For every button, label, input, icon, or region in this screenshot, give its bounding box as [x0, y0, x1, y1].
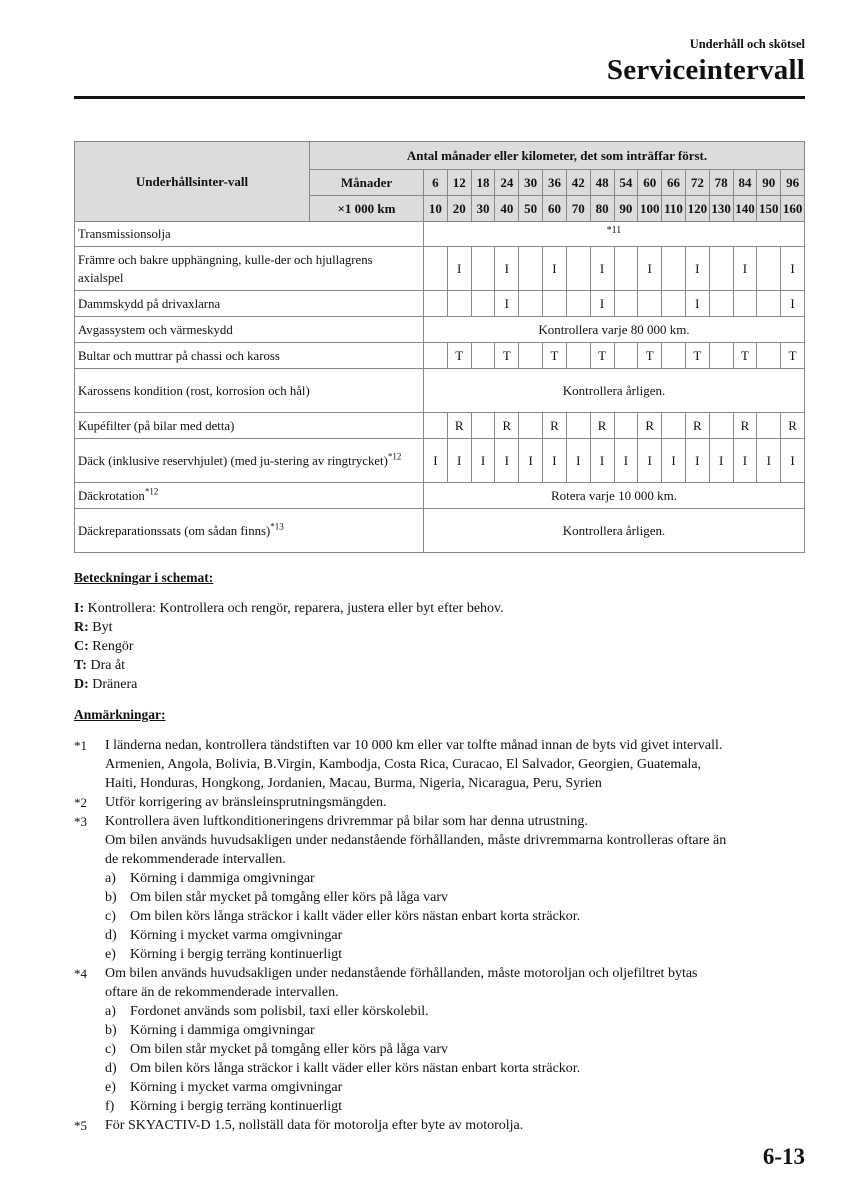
interval-cell: [733, 291, 757, 317]
table-row: [75, 247, 805, 291]
sub-text: Körning i mycket varma omgivningar: [130, 1080, 343, 1095]
legend-item: [74, 637, 504, 656]
interval-cell: I: [781, 291, 805, 317]
km-value: 60: [543, 196, 567, 222]
interval-cell: I: [495, 291, 519, 317]
interval-cell: [471, 291, 495, 317]
interval-cell: [471, 343, 495, 369]
interval-cell: [757, 413, 781, 439]
month-value: 42: [566, 170, 590, 196]
note-line: I länderna nedan, kontrollera tändstiften var 10 000 km eller var tolfte månad innan de byts vid givet intervall.: [105, 738, 723, 753]
km-value: 100: [638, 196, 662, 222]
interval-cell: I: [543, 247, 567, 291]
interval-cell: T: [590, 343, 614, 369]
interval-cell: I: [638, 247, 662, 291]
item-label-text: Främre och bakre upphängning, kulle-der och hjullagrens axialspel: [78, 252, 373, 285]
interval-cell: T: [543, 343, 567, 369]
interval-cell: I: [471, 439, 495, 483]
item-label-text: Avgassystem och värmeskydd: [78, 322, 233, 337]
note-item: [74, 736, 805, 793]
legend-code: R:: [74, 620, 89, 635]
note-sub-item: [105, 926, 805, 945]
note-mark: *4: [74, 966, 87, 981]
interval-cell: I: [447, 247, 471, 291]
km-value: 150: [757, 196, 781, 222]
header-banner: Antal månader eller kilometer, det som inträffar först.: [310, 142, 805, 170]
month-value: 84: [733, 170, 757, 196]
sub-text: Körning i bergig terräng kontinuerligt: [130, 1099, 343, 1114]
interval-cell: [614, 343, 638, 369]
item-label: [75, 343, 424, 369]
note-line: Om bilen används huvudsakligen under nedanstående förhållanden, måste motoroljan och oljefiltret bytas: [105, 966, 698, 981]
month-value: 72: [685, 170, 709, 196]
item-label-text: Transmissionsolja: [78, 227, 171, 241]
interval-cell: R: [447, 413, 471, 439]
item-label: [75, 369, 424, 413]
legend-text: Dra åt: [90, 658, 126, 673]
note-line: Om bilen används huvudsakligen under nedanstående förhållanden, måste drivremmarna kontrolleras oftare än: [105, 833, 727, 848]
interval-cell: [709, 247, 733, 291]
sub-text: Fordonet används som polisbil, taxi eller körskolebil.: [130, 1004, 429, 1019]
interval-cell: R: [543, 413, 567, 439]
month-value: 90: [757, 170, 781, 196]
item-label-text: Däck (inklusive reservhjulet) (med ju-stering av ringtrycket): [78, 453, 388, 468]
interval-cell: [519, 247, 543, 291]
table-row: [75, 222, 805, 247]
item-label: [75, 413, 424, 439]
table-row: [75, 317, 805, 343]
note-sub-item: [105, 1021, 805, 1040]
interval-cell: R: [685, 413, 709, 439]
interval-cell: [638, 291, 662, 317]
interval-cell: T: [733, 343, 757, 369]
months-label: Månader: [310, 170, 424, 196]
interval-cell: R: [495, 413, 519, 439]
note-line: Armenien, Angola, Bolivia, B.Virgin, Kambodja, Costa Rica, Curacao, El Salvador, Georgien, Guatemala,: [105, 757, 702, 772]
sub-letter: e): [105, 1080, 116, 1095]
interval-span-cell: Rotera varje 10 000 km.: [424, 483, 805, 509]
item-label: [75, 291, 424, 317]
month-value: 60: [638, 170, 662, 196]
legend-item: [74, 675, 504, 694]
sub-text: Körning i bergig terräng kontinuerligt: [130, 947, 343, 962]
note-mark: *2: [74, 795, 87, 810]
section-label: Underhåll och skötsel: [689, 37, 805, 51]
interval-cell: [566, 343, 590, 369]
sub-text: Om bilen står mycket på tomgång eller körs på låga varv: [130, 1042, 449, 1057]
interval-cell: [471, 247, 495, 291]
interval-cell: I: [590, 439, 614, 483]
table-row: [75, 413, 805, 439]
interval-cell: [662, 291, 686, 317]
interval-cell: I: [685, 439, 709, 483]
note-line: de rekommenderade intervallen.: [105, 852, 286, 867]
table-row: [75, 291, 805, 317]
table-row: [75, 509, 805, 553]
sub-letter: c): [105, 909, 116, 924]
footnote-ref: *12: [387, 451, 402, 462]
km-value: 20: [447, 196, 471, 222]
item-label: [75, 439, 424, 483]
item-label-text: Däckreparationssats (om sådan finns): [78, 523, 271, 538]
month-value: 36: [543, 170, 567, 196]
note-sub-item: [105, 1002, 805, 1021]
interval-cell: [424, 291, 448, 317]
interval-span-cell: *11: [424, 222, 805, 247]
sub-text: Körning i mycket varma omgivningar: [130, 928, 343, 943]
interval-cell: I: [424, 439, 448, 483]
note-sub-item: [105, 869, 805, 888]
interval-cell: [757, 343, 781, 369]
sub-letter: b): [105, 1023, 117, 1038]
km-label: ×1 000 km: [310, 196, 424, 222]
sub-letter: b): [105, 890, 117, 905]
sub-text: Om bilen körs långa sträckor i kallt väder eller körs nästan enbart korta sträckor.: [130, 1061, 581, 1076]
interval-cell: I: [781, 247, 805, 291]
km-value: 110: [662, 196, 686, 222]
interval-cell: [424, 343, 448, 369]
interval-cell: I: [781, 439, 805, 483]
km-value: 90: [614, 196, 638, 222]
interval-cell: I: [685, 247, 709, 291]
interval-cell: I: [638, 439, 662, 483]
km-value: 50: [519, 196, 543, 222]
legend-text: Dränera: [92, 677, 138, 692]
km-value: 40: [495, 196, 519, 222]
footnote-ref: *13: [270, 521, 284, 532]
month-value: 96: [781, 170, 805, 196]
legend: [74, 599, 504, 694]
interval-cell: I: [733, 247, 757, 291]
note-line: Utför korrigering av bränsleinsprutningsmängden.: [105, 795, 387, 810]
item-label-text: Däckrotation: [78, 488, 145, 503]
note-item: [74, 793, 805, 812]
interval-cell: [662, 413, 686, 439]
month-value: 6: [424, 170, 448, 196]
sub-letter: a): [105, 871, 116, 886]
interval-cell: [566, 247, 590, 291]
month-value: 78: [709, 170, 733, 196]
km-value: 130: [709, 196, 733, 222]
interval-cell: I: [709, 439, 733, 483]
note-item: [74, 1116, 805, 1135]
item-label-text: Bultar och muttrar på chassi och kaross: [78, 348, 280, 363]
note-line: För SKYACTIV-D 1.5, nollställ data för motorolja efter byte av motorolja.: [105, 1118, 524, 1133]
interval-cell: I: [495, 247, 519, 291]
interval-cell: I: [685, 291, 709, 317]
note-item: [74, 812, 805, 964]
interval-cell: [519, 413, 543, 439]
note-mark: *1: [74, 738, 87, 753]
month-value: 66: [662, 170, 686, 196]
note-mark: *3: [74, 814, 87, 829]
corner-label: Underhållsinter-vall: [75, 142, 310, 222]
sub-letter: d): [105, 928, 117, 943]
interval-cell: [424, 247, 448, 291]
interval-cell: [566, 413, 590, 439]
interval-cell: I: [447, 439, 471, 483]
interval-cell: [709, 413, 733, 439]
km-value: 80: [590, 196, 614, 222]
interval-cell: R: [733, 413, 757, 439]
interval-span-cell: Kontrollera årligen.: [424, 369, 805, 413]
interval-cell: I: [757, 439, 781, 483]
note-sub-item: [105, 945, 805, 964]
interval-cell: [447, 291, 471, 317]
sub-letter: d): [105, 1061, 117, 1076]
interval-cell: R: [590, 413, 614, 439]
km-value: 70: [566, 196, 590, 222]
interval-cell: [757, 291, 781, 317]
sub-text: Körning i dammiga omgivningar: [130, 871, 315, 886]
item-label-text: Dammskydd på drivaxlarna: [78, 296, 221, 311]
note-sub-item: [105, 888, 805, 907]
interval-cell: [757, 247, 781, 291]
legend-code: I:: [74, 601, 85, 616]
month-value: 30: [519, 170, 543, 196]
note-line: oftare än de rekommenderade intervallen.: [105, 985, 339, 1000]
km-value: 10: [424, 196, 448, 222]
sub-letter: a): [105, 1004, 116, 1019]
interval-cell: I: [519, 439, 543, 483]
km-value: 140: [733, 196, 757, 222]
interval-cell: I: [495, 439, 519, 483]
item-label: [75, 317, 424, 343]
interval-cell: T: [638, 343, 662, 369]
sub-letter: c): [105, 1042, 116, 1057]
interval-cell: [614, 413, 638, 439]
interval-cell: [471, 413, 495, 439]
note-mark: *5: [74, 1118, 87, 1133]
interval-cell: T: [685, 343, 709, 369]
maintenance-schedule-table: [74, 141, 805, 553]
header-row-banner: [75, 142, 805, 170]
interval-cell: [566, 291, 590, 317]
interval-span-cell: Kontrollera årligen.: [424, 509, 805, 553]
month-value: 48: [590, 170, 614, 196]
month-value: 24: [495, 170, 519, 196]
legend-code: T:: [74, 658, 87, 673]
item-label: [75, 222, 424, 247]
interval-cell: T: [447, 343, 471, 369]
month-value: 12: [447, 170, 471, 196]
table-row: [75, 439, 805, 483]
interval-cell: R: [638, 413, 662, 439]
interval-cell: I: [590, 291, 614, 317]
interval-cell: [709, 343, 733, 369]
legend-item: [74, 656, 504, 675]
legend-title: Beteckningar i schemat:: [74, 570, 214, 585]
table-row: [75, 483, 805, 509]
interval-cell: [424, 413, 448, 439]
item-label-text: Karossens kondition (rost, korrosion och hål): [78, 383, 310, 398]
interval-cell: [662, 247, 686, 291]
legend-item: [74, 618, 504, 637]
km-value: 160: [781, 196, 805, 222]
interval-cell: [519, 343, 543, 369]
page-number: 6-13: [762, 1144, 805, 1169]
note-sub-item: [105, 1097, 805, 1116]
interval-cell: [709, 291, 733, 317]
interval-cell: I: [733, 439, 757, 483]
item-label: [75, 247, 424, 291]
sub-letter: f): [105, 1099, 115, 1114]
legend-text: Kontrollera: Kontrollera och rengör, reparera, justera eller byt efter behov.: [87, 601, 504, 616]
interval-cell: I: [543, 439, 567, 483]
interval-cell: [662, 343, 686, 369]
note-sub-item: [105, 1059, 805, 1078]
legend-text: Byt: [92, 620, 113, 635]
interval-cell: [614, 247, 638, 291]
interval-cell: [614, 291, 638, 317]
notes-title: Anmärkningar:: [74, 707, 166, 722]
footnote-ref: *12: [144, 486, 159, 497]
km-value: 30: [471, 196, 495, 222]
legend-item: [74, 599, 504, 618]
note-sub-item: [105, 1040, 805, 1059]
interval-cell: [543, 291, 567, 317]
interval-cell: I: [566, 439, 590, 483]
interval-cell: I: [590, 247, 614, 291]
note-item: [74, 964, 805, 1116]
note-sub-item: [105, 907, 805, 926]
legend-code: C:: [74, 639, 89, 654]
note-line: Kontrollera även luftkonditioneringens drivremmar på bilar som har denna utrustning.: [105, 814, 588, 829]
interval-cell: I: [662, 439, 686, 483]
note-line: Haiti, Honduras, Hongkong, Jordanien, Macau, Burma, Nigeria, Nicaragua, Peru, Syrien: [105, 776, 602, 791]
interval-cell: [519, 291, 543, 317]
legend-text: Rengör: [92, 639, 134, 654]
item-label: [75, 509, 424, 553]
table-row: [75, 369, 805, 413]
month-value: 18: [471, 170, 495, 196]
interval-span-cell: Kontrollera varje 80 000 km.: [424, 317, 805, 343]
sub-letter: e): [105, 947, 116, 962]
interval-cell: I: [614, 439, 638, 483]
sub-text: Om bilen körs långa sträckor i kallt väder eller körs nästan enbart korta sträckor.: [130, 909, 581, 924]
page-title: Serviceintervall: [606, 54, 805, 86]
month-value: 54: [614, 170, 638, 196]
interval-cell: T: [781, 343, 805, 369]
note-sub-item: [105, 1078, 805, 1097]
notes-list: [74, 736, 805, 1135]
km-value: 120: [685, 196, 709, 222]
item-label: [75, 483, 424, 509]
sub-text: Om bilen står mycket på tomgång eller körs på låga varv: [130, 890, 449, 905]
table-row: [75, 343, 805, 369]
interval-cell: R: [781, 413, 805, 439]
interval-cell: T: [495, 343, 519, 369]
legend-code: D:: [74, 677, 89, 692]
sub-text: Körning i dammiga omgivningar: [130, 1023, 315, 1038]
title-rule: [74, 96, 805, 99]
item-label-text: Kupéfilter (på bilar med detta): [78, 418, 235, 433]
